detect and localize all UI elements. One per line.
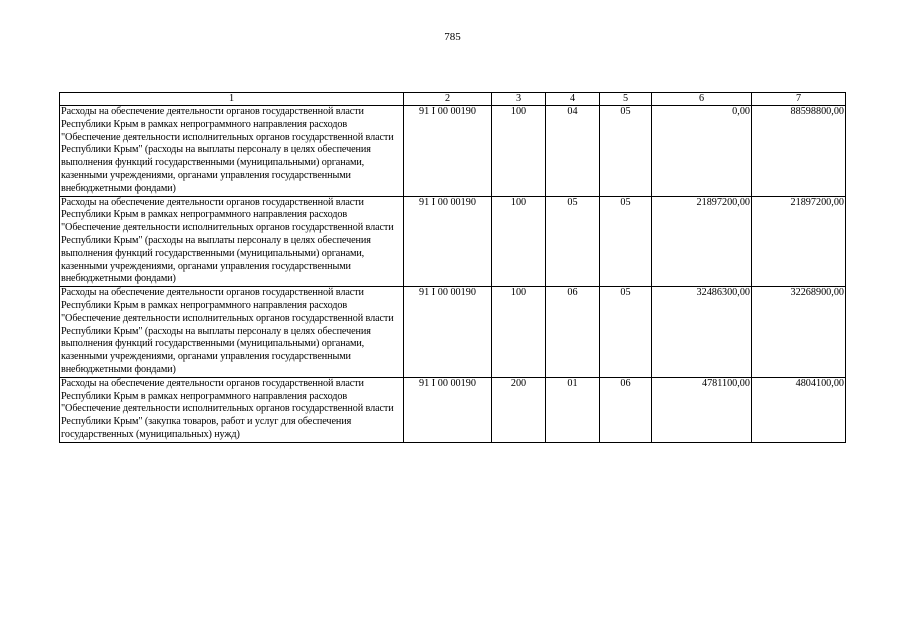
column-4-value: 04: [546, 106, 600, 197]
amount-column-6: 32486300,00: [652, 287, 752, 378]
amount-column-6: 21897200,00: [652, 196, 752, 287]
page-number: 785: [444, 31, 461, 43]
amount-column-7: 4804100,00: [752, 377, 846, 442]
expense-description: Расходы на обеспечение деятельности органов государственной власти Республики Крым в рамках непрограммного направления расходов "Обеспечение деятельности исполнительных органов государственной власти Республики Крым" (закупка товаров, работ и услуг для обеспечения государственных (муниципальных) нужд): [60, 377, 404, 442]
column-3-value: 200: [492, 377, 546, 442]
column-3-value: 100: [492, 287, 546, 378]
budget-table: [59, 92, 846, 443]
table-row: [60, 377, 846, 442]
column-3-value: 100: [492, 106, 546, 197]
expense-code: 91 I 00 00190: [404, 196, 492, 287]
column-4-value: 01: [546, 377, 600, 442]
column-header-1: 1: [60, 93, 404, 106]
expense-description: Расходы на обеспечение деятельности органов государственной власти Республики Крым в рамках непрограммного направления расходов "Обеспечение деятельности исполнительных органов государственной власти Республики Крым" (расходы на выплаты персоналу в целях обеспечения выполнения функций государственными (муниципальными) органами, казенными учреждениями, органами управления государственными внебюджетными фондами): [60, 106, 404, 197]
column-header-2: 2: [404, 93, 492, 106]
column-header-6: 6: [652, 93, 752, 106]
expense-code: 91 I 00 00190: [404, 106, 492, 197]
column-5-value: 05: [600, 106, 652, 197]
column-3-value: 100: [492, 196, 546, 287]
table-header-row: [60, 93, 846, 106]
column-5-value: 05: [600, 287, 652, 378]
amount-column-7: 32268900,00: [752, 287, 846, 378]
table-row: [60, 287, 846, 378]
amount-column-7: 21897200,00: [752, 196, 846, 287]
column-header-7: 7: [752, 93, 846, 106]
column-4-value: 06: [546, 287, 600, 378]
expense-code: 91 I 00 00190: [404, 377, 492, 442]
expense-description: Расходы на обеспечение деятельности органов государственной власти Республики Крым в рамках непрограммного направления расходов "Обеспечение деятельности исполнительных органов государственной власти Республики Крым" (расходы на выплаты персоналу в целях обеспечения выполнения функций государственными (муниципальными) органами, казенными учреждениями, органами управления государственными внебюджетными фондами): [60, 287, 404, 378]
column-5-value: 05: [600, 196, 652, 287]
table-row: [60, 196, 846, 287]
expense-code: 91 I 00 00190: [404, 287, 492, 378]
column-4-value: 05: [546, 196, 600, 287]
column-header-5: 5: [600, 93, 652, 106]
column-5-value: 06: [600, 377, 652, 442]
amount-column-6: 4781100,00: [652, 377, 752, 442]
table-row: [60, 106, 846, 197]
column-header-4: 4: [546, 93, 600, 106]
column-header-3: 3: [492, 93, 546, 106]
expense-description: Расходы на обеспечение деятельности органов государственной власти Республики Крым в рамках непрограммного направления расходов "Обеспечение деятельности исполнительных органов государственной власти Республики Крым" (расходы на выплаты персоналу в целях обеспечения выполнения функций государственными (муниципальными) органами, казенными учреждениями, органами управления государственными внебюджетными фондами): [60, 196, 404, 287]
amount-column-6: 0,00: [652, 106, 752, 197]
amount-column-7: 88598800,00: [752, 106, 846, 197]
